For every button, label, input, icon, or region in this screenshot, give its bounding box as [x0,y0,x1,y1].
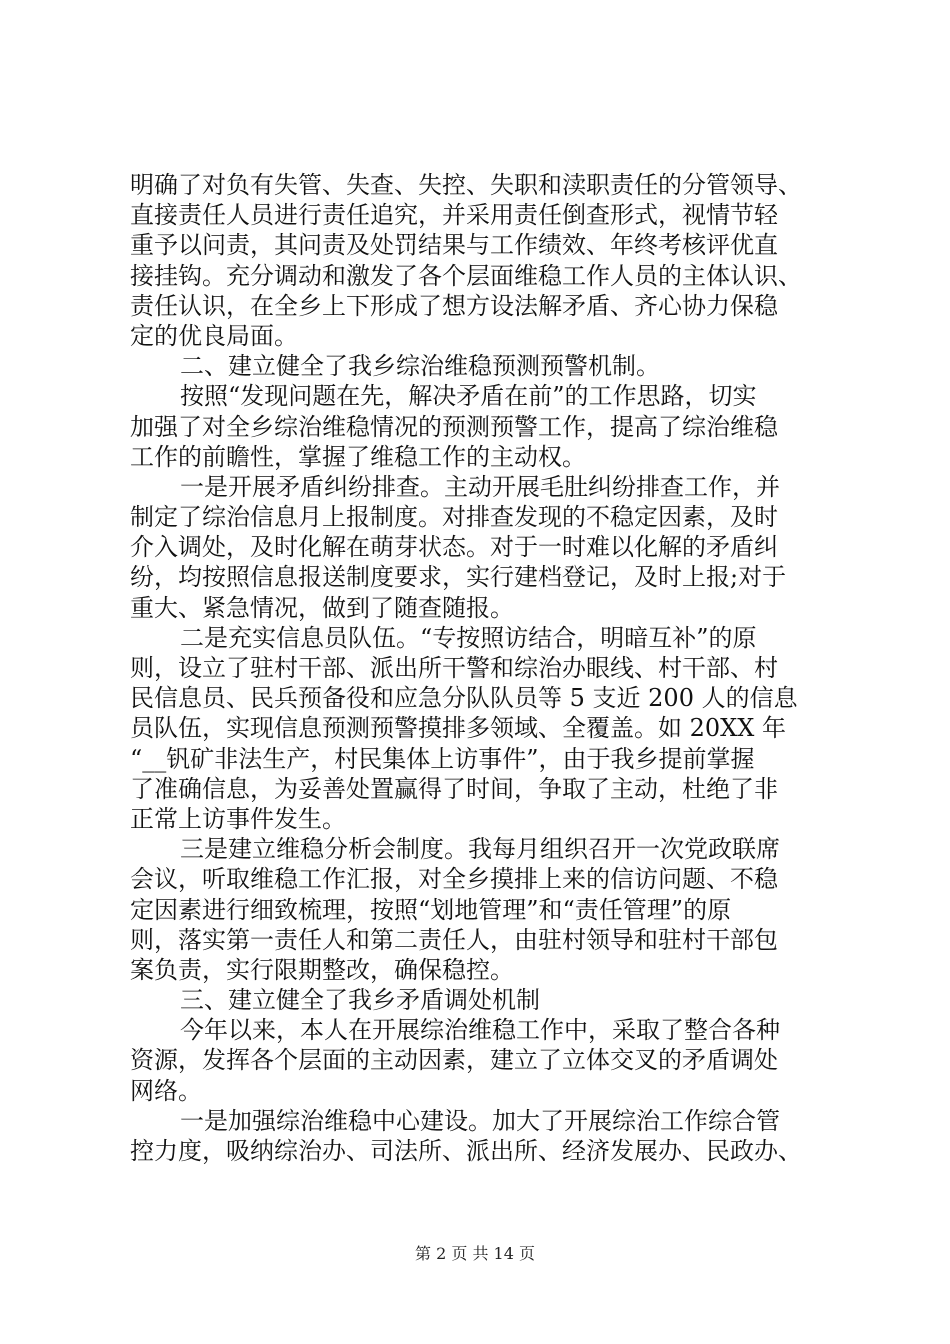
text-line: 案负责，实行限期整改，确保稳控。 [130,955,514,984]
text-line: 则，落实第一责任人和第二责任人，由驻村领导和驻村干部包 [130,925,778,954]
page-footer [0,1244,950,1264]
text-line: 一是开展矛盾纠纷排查。主动开展毛肚纠纷排查工作，并 [180,472,780,501]
text-line: 纷，均按照信息报送制度要求，实行建档登记，及时上报;对于 [130,563,787,592]
text-line: 控力度，吸纳综治办、司法所、派出所、经济发展办、民政办、 [130,1137,802,1165]
text-line: 了准确信息，为妥善处置赢得了时间，争取了主动，杜绝了非 [130,774,778,803]
text-line: 民信息员、民兵预备役和应急分队队员等 5 支近 200 人的信息 [130,684,798,713]
text-line: 加强了对全乡综治维稳情况的预测预警工作，提高了综治维稳 [130,412,778,441]
text-line: 定因素进行细致梳理，按照“划地管理”和“责任管理”的原 [130,895,732,924]
text-line: 三、建立健全了我乡矛盾调处机制 [180,986,540,1015]
text-line: 接挂钩。充分调动和激发了各个层面维稳工作人员的主体认识、 [130,261,802,290]
text-line: 直接责任人员进行责任追究，并采用责任倒查形式，视情节轻 [130,201,778,230]
text-line: 正常上访事件发生。 [130,804,346,833]
text-line: 制定了综治信息月上报制度。对排查发现的不稳定因素，及时 [130,503,778,532]
text-line: 网络。 [130,1076,202,1105]
text-line: 重大、紧急情况，做到了随查随报。 [130,593,514,622]
text-line: 三是建立维稳分析会制度。我每月组织召开一次党政联席 [180,835,780,864]
text-line: “__钒矿非法生产，村民集体上访事件”，由于我乡提前掌握 [130,744,755,773]
text-line: 员队伍，实现信息预测预警摸排多领域、全覆盖。如 20XX 年 [130,714,786,743]
text-line: 一是加强综治维稳中心建设。加大了开展综治工作综合管 [180,1106,780,1135]
text-line: 资源，发挥各个层面的主动因素，建立了立体交叉的矛盾调处 [130,1046,778,1075]
text-line: 介入调处，及时化解在萌芽状态。对于一时难以化解的矛盾纠 [130,533,778,562]
text-line: 定的优良局面。 [130,321,298,350]
text-line: 明确了对负有失管、失查、失控、失职和渎职责任的分管领导、 [130,171,802,199]
text-line: 则，设立了驻村干部、派出所干警和综治办眼线、村干部、村 [130,654,778,682]
text-line: 二、建立健全了我乡综治维稳预测预警机制。 [180,352,660,381]
text-line: 工作的前瞻性，掌握了维稳工作的主动权。 [130,442,586,471]
text-line: 会议，听取维稳工作汇报，对全乡摸排上来的信访问题、不稳 [130,865,778,894]
page-number-label: 第 2 页 共 14 页 [415,1244,535,1263]
text-line: 责任认识，在全乡上下形成了想方设法解矛盾、齐心协力保稳 [130,291,778,320]
document-body [130,170,830,1166]
text-line: 今年以来，本人在开展综治维稳工作中，采取了整合各种 [180,1016,780,1045]
text-line: 按照“发现问题在先，解决矛盾在前”的工作思路，切实 [180,382,757,411]
text-line: 重予以问责，其问责及处罚结果与工作绩效、年终考核评优直 [130,231,778,260]
text-line: 二是充实信息员队伍。“专按照访结合，明暗互补”的原 [180,623,757,652]
